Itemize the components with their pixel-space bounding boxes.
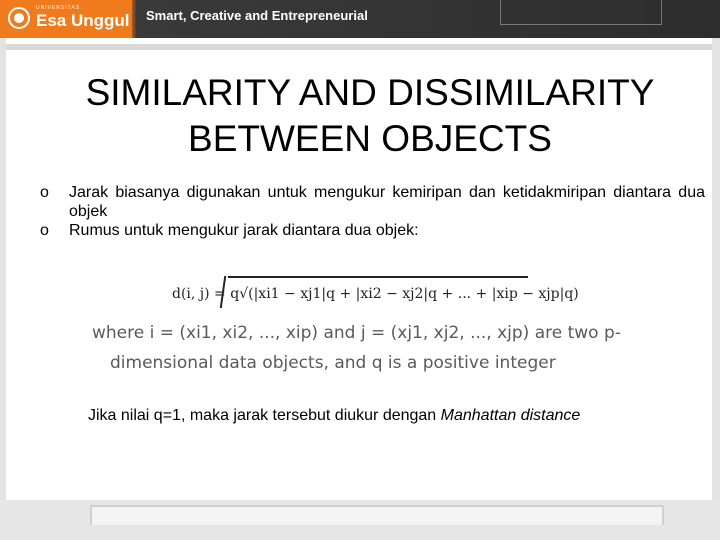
logo-emblem-icon [8,7,30,29]
manhattan-note [88,407,580,425]
formula-explanation [92,318,692,378]
logo-name: Esa Unggul [36,11,130,30]
logo-caption: UNIVERSITAS [36,5,80,11]
university-logo [0,0,132,38]
title-line-2: BETWEEN OBJECTS [188,118,552,159]
frame-top [0,44,720,50]
bullet-text: Jarak biasanya digunakan untuk mengukur kemiripan dan ketidakmiripan diantara dua objek [69,184,705,220]
explanation-line-1: where i = (xi1, xi2, ..., xip) and j = (xj1, xj2, ..., xjp) are two p- [92,323,621,343]
note-text: Jika nilai q=1, maka jarak tersebut diukur dengan [88,407,441,424]
slide-title [40,70,700,162]
frame-bottom-inner [90,505,664,525]
header-bar [0,0,720,38]
bullet-marker-icon: o [40,222,49,239]
bullet-item [40,183,705,221]
note-emphasis: Manhattan distance [440,407,581,424]
explanation-line-2: dimensional data objects, and q is a positive integer [110,353,556,373]
radical-bar [228,276,528,278]
bullet-list [40,183,705,240]
bullet-item [40,221,705,240]
distance-formula [172,280,579,310]
formula-expression: d(i, j) = q√(|xi1 − xj1|q + |xi2 − xj2|q + ... + |xip − xjp|q) [172,286,579,302]
frame-left [0,38,6,540]
title-line-1: SIMILARITY AND DISSIMILARITY [85,72,655,113]
tagline: Smart, Creative and Entrepreneurial [146,8,368,23]
bullet-text: Rumus untuk mengukur jarak diantara dua objek: [69,222,419,239]
header-decoration [500,0,662,25]
frame-right [712,38,720,540]
bullet-marker-icon: o [40,184,49,201]
